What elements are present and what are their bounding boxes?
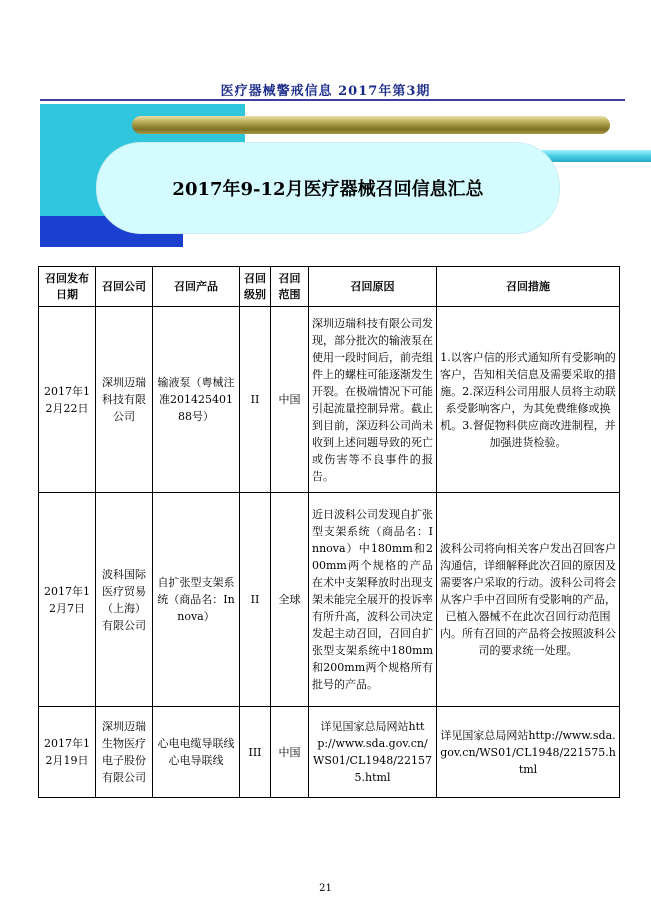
- cell-scope: 中国: [271, 707, 309, 798]
- cell-company: 波科国际医疗贸易（上海）有限公司: [96, 493, 153, 707]
- table-row: [39, 307, 620, 493]
- col-header-scope: 召回范围: [271, 267, 309, 307]
- cell-date: 2017年12月22日: [39, 307, 96, 493]
- col-header-reason: 召回原因: [309, 267, 437, 307]
- cell-company: 深圳迈瑞生物医疗电子股份有限公司: [96, 707, 153, 798]
- section-title: 2017年9-12月医疗器械召回信息汇总: [96, 142, 560, 234]
- table-header-row: [39, 267, 620, 307]
- page-number: 21: [319, 883, 332, 894]
- cell-date: 2017年12月7日: [39, 493, 96, 707]
- cell-scope: 中国: [271, 307, 309, 493]
- cell-scope: 全球: [271, 493, 309, 707]
- cell-level: II: [240, 307, 271, 493]
- header-rule: [40, 99, 625, 101]
- cell-company: 深圳迈瑞科技有限公司: [96, 307, 153, 493]
- cell-product: 心电电缆导联线 心电导联线: [153, 707, 240, 798]
- cell-date: 2017年12月19日: [39, 707, 96, 798]
- cell-measures: 1.以客户信的形式通知所有受影响的客户，告知相关信息及需要采取的措施。2.深迈科公司用服人员将主动联系受影响客户，为其免费维修或换机。3.督促物料供应商改进制程，并加强进货检验。: [437, 307, 620, 493]
- cell-product: 自扩张型支架系统（商品名：Innova）: [153, 493, 240, 707]
- col-header-measures: 召回措施: [437, 267, 620, 307]
- cell-measures: 波科公司将向相关客户发出召回客户沟通信，详细解释此次召回的原因及需要客户采取的行动。波科公司将会从客户手中召回所有受影响的产品，已植入器械不在此次召回行动范围内。所有召回的产品将会按照波科公司的要求统一处理。: [437, 493, 620, 707]
- cell-reason: 深圳迈瑞科技有限公司发现，部分批次的输液泵在使用一段时间后，前壳组件上的螺柱可能逐渐发生开裂。在极端情况下可能引起流量控制异常。截止到目前，深迈科公司尚未收到上述问题导致的死亡或伤害等不良事件的报告。: [309, 307, 437, 493]
- col-header-product: 召回产品: [153, 267, 240, 307]
- recall-table: [38, 266, 620, 798]
- decor-gold-bar: [132, 116, 610, 134]
- cell-level: III: [240, 707, 271, 798]
- running-header: 医疗器械警戒信息 2017年第3期: [220, 84, 431, 99]
- cell-product: 输液泵（粤械注准20142540188号）: [153, 307, 240, 493]
- table-row: [39, 707, 620, 798]
- cell-measures: 详见国家总局网站http://www.sda.gov.cn/WS01/CL1948/221575.html: [437, 707, 620, 798]
- cell-level: II: [240, 493, 271, 707]
- cell-reason: 详见国家总局网站http://www.sda.gov.cn/WS01/CL1948/221575.html: [309, 707, 437, 798]
- col-header-company: 召回公司: [96, 267, 153, 307]
- table-row: [39, 493, 620, 707]
- col-header-level: 召回级别: [240, 267, 271, 307]
- col-header-date: 召回发布日期: [39, 267, 96, 307]
- cell-reason: 近日波科公司发现自扩张型支架系统（商品名：Innova）中180mm和200mm两个规格的产品在术中支架释放时出现支架未能完全展开的投诉率有所升高，波科公司决定发起主动召回，召回自扩张型支架系统中180mm和200mm两个规格所有批号的产品。: [309, 493, 437, 707]
